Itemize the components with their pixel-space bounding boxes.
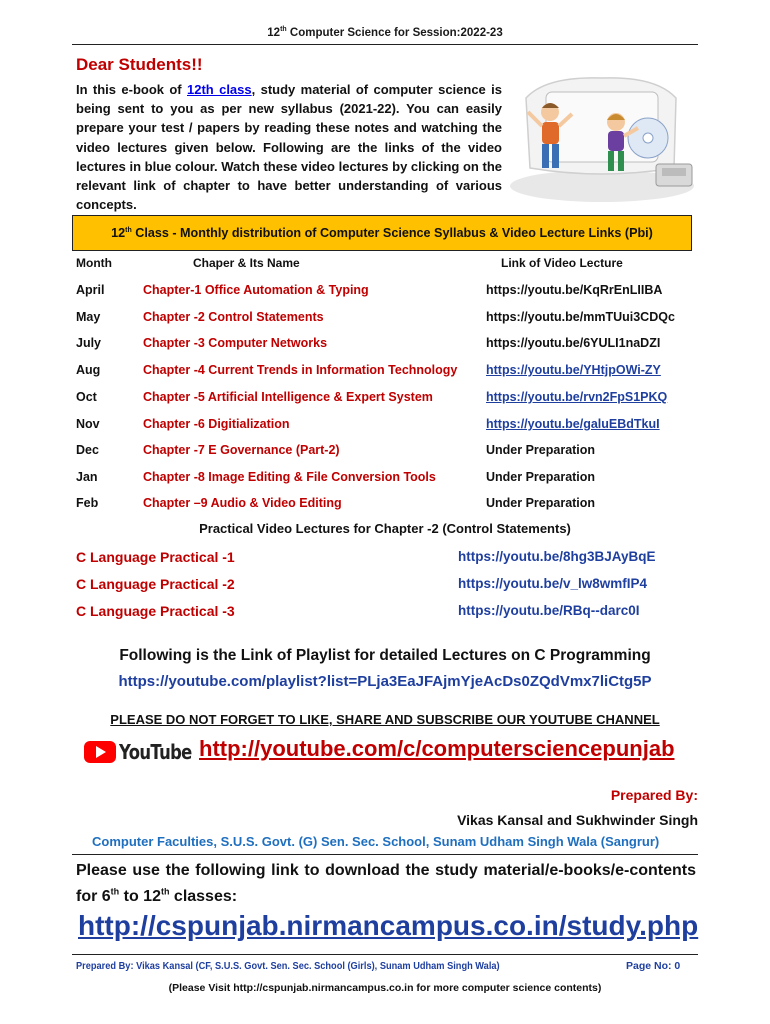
footer-credit: Prepared By: Vikas Kansal (CF, S.U.S. Govt. Sen. Sec. School (Girls), Sunam Udham Singh Wala) (76, 960, 500, 972)
row-month: July (76, 336, 102, 350)
visit-note: (Please Visit http://cspunjab.nirmancampus.co.in for more computer science contents) (168, 982, 602, 994)
row-status: Under Preparation (486, 443, 596, 457)
row-video-link[interactable]: https://youtu.be/rvn2FpS1PKQ (486, 390, 668, 404)
practical-row (0, 573, 770, 597)
page-header (0, 26, 770, 39)
practical-heading: Practical Video Lectures for Chapter -2 (Control Statements) (199, 521, 571, 536)
row-chapter: Chapter -2 Control Statements (143, 310, 324, 324)
banner-sup: th (125, 226, 132, 234)
kids-illustration (506, 68, 698, 208)
practical-row (0, 600, 770, 624)
banner-text: 12 (111, 226, 126, 240)
faculty-line: Computer Faculties, S.U.S. Govt. (G) Sen. Sec. School, Sunam Udham Singh Wala (Sangrur) (92, 834, 660, 849)
row-month: Feb (76, 496, 99, 510)
syllabus-row (0, 439, 770, 461)
prepared-by-label: Prepared By: (610, 787, 698, 803)
row-month: Aug (76, 363, 101, 377)
row-chapter: Chapter-1 Office Automation & Typing (143, 283, 369, 297)
download-text: Please use the following link to download the study material/e-books/e-contents for 6 (76, 862, 696, 905)
row-month: Dec (76, 443, 99, 457)
row-month: April (76, 283, 105, 297)
header-text-rest: Computer Science for Session:2022-23 (286, 26, 503, 39)
syllabus-banner (72, 215, 692, 251)
column-header-link: Link of Video Lecture (501, 256, 623, 270)
section-rule (72, 854, 698, 855)
download-sup: th (160, 886, 170, 897)
intro-text: In this e-book of (76, 82, 187, 97)
syllabus-row (0, 306, 770, 328)
row-chapter: Chapter -5 Artificial Intelligence & Expert System (143, 390, 433, 404)
practical-link[interactable]: https://youtu.be/RBq--darc0I (458, 603, 640, 618)
row-chapter: Chapter -8 Image Editing & File Conversion Tools (143, 470, 436, 484)
youtube-logo-icon (84, 738, 192, 766)
practical-name: C Language Practical -2 (76, 576, 235, 592)
column-header-chapter: Chaper & Its Name (193, 256, 300, 270)
study-material-link[interactable]: http://cspunjab.nirmancampus.co.in/study.php (78, 910, 699, 941)
greeting: Dear Students!! (76, 55, 203, 74)
page-number: Page No: 0 (626, 960, 681, 972)
syllabus-row (0, 413, 770, 435)
subscribe-note: PLEASE DO NOT FORGET TO LIKE, SHARE AND SUBSCRIBE OUR YOUTUBE CHANNEL (110, 712, 660, 727)
intro-paragraph (76, 80, 502, 214)
header-rule (72, 44, 698, 45)
class-link[interactable]: 12th class (187, 82, 252, 97)
practical-name: C Language Practical -3 (76, 603, 235, 619)
download-text: classes: (169, 888, 238, 905)
playlist-heading: Following is the Link of Playlist for detailed Lectures on C Programming (119, 647, 651, 664)
syllabus-row (0, 332, 770, 354)
youtube-wordmark: YouTube (119, 740, 192, 764)
practical-name: C Language Practical -1 (76, 549, 235, 565)
download-sup: th (110, 886, 120, 897)
row-month: Jan (76, 470, 98, 484)
row-chapter: Chapter -3 Computer Networks (143, 336, 328, 350)
syllabus-row (0, 492, 770, 514)
download-note (76, 858, 696, 910)
syllabus-row (0, 359, 770, 381)
syllabus-row (0, 279, 770, 301)
channel-link[interactable]: http://youtube.com/c/computersciencepunjab (199, 736, 675, 761)
footer-rule (72, 954, 698, 955)
syllabus-row (0, 466, 770, 488)
row-video-link[interactable]: https://youtu.be/KqRrEnLIIBA (486, 283, 663, 297)
row-video-link[interactable]: https://youtu.be/6YULI1naDZI (486, 336, 661, 350)
row-month: Nov (76, 417, 100, 431)
playlist-link[interactable]: https://youtube.com/playlist?list=PLja3EaJFAjmYjeAcDs0ZQdVmx7liCtg5P (118, 673, 652, 690)
download-text: to 12 (119, 888, 161, 905)
row-chapter: Chapter -4 Current Trends in Information Technology (143, 363, 458, 377)
syllabus-row (0, 386, 770, 408)
intro-text-rest: , study material of computer science is being sent to you as per new syllabus (2021-22). You can easily prepare your test / papers by reading these notes and watching the video lectures given below. Following are the links of the video lectures in blue colour. Watch these video lectures by clicking on the relevant link of chapter to have better understanding of various concepts. (76, 82, 502, 213)
row-status: Under Preparation (486, 470, 596, 484)
row-month: Oct (76, 390, 97, 404)
header-text: 12 (267, 26, 281, 39)
practical-row (0, 546, 770, 570)
row-video-link[interactable]: https://youtu.be/galuEBdTkuI (486, 417, 660, 431)
author-names: Vikas Kansal and Sukhwinder Singh (457, 812, 698, 828)
practical-link[interactable]: https://youtu.be/v_lw8wmfIP4 (458, 576, 648, 591)
row-status: Under Preparation (486, 496, 596, 510)
row-chapter: Chapter –9 Audio & Video Editing (143, 496, 342, 510)
row-chapter: Chapter -6 Digitialization (143, 417, 290, 431)
row-video-link[interactable]: https://youtu.be/YHtjpOWi-ZY (486, 363, 661, 377)
row-chapter: Chapter -7 E Governance (Part-2) (143, 443, 340, 457)
practical-link[interactable]: https://youtu.be/8hg3BJAyBqE (458, 549, 656, 564)
play-icon (84, 741, 116, 763)
row-month: May (76, 310, 101, 324)
banner-text-rest: Class - Monthly distribution of Computer Science Syllabus & Video Lecture Links (Pbi) (131, 226, 653, 240)
header-sup: th (280, 26, 287, 33)
column-header-month: Month (76, 256, 112, 270)
row-video-link[interactable]: https://youtu.be/mmTUui3CDQc (486, 310, 675, 324)
